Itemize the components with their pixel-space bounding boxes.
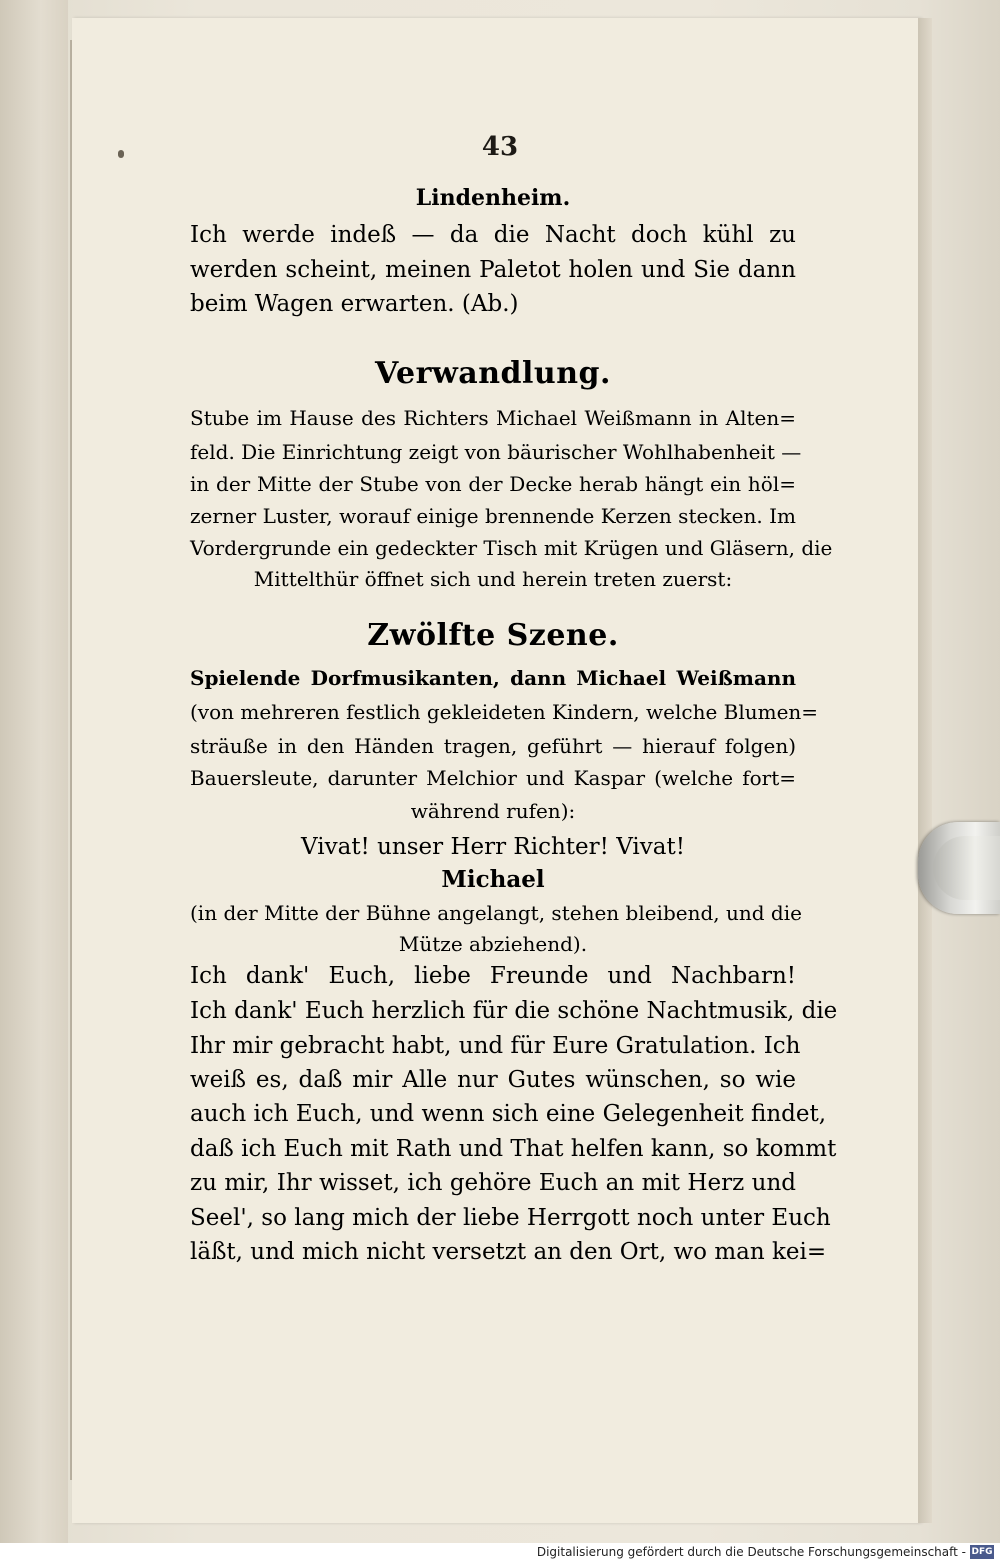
speech-line-3: Ihr mir gebracht habt, und für Eure Gratulation. Ich — [190, 1033, 801, 1059]
setting-line-6: Mittelthür öffnet sich und herein treten zuerst: — [253, 567, 733, 591]
speech-line-9: läßt, und mich nicht versetzt an den Ort, wo man kei= — [190, 1239, 827, 1265]
facing-page-edge — [0, 0, 68, 1563]
setting-line-2: feld. Die Einrichtung zeigt von bäurischer Wohlhabenheit — — [190, 440, 802, 464]
binding-mark — [118, 150, 124, 158]
setting-line-3: in der Mitte der Stube von der Decke herab hängt ein höl= — [190, 472, 796, 496]
lindenheim-line-2: werden scheint, meinen Paletot holen und Sie dann — [190, 257, 796, 283]
setting-line-1: Stube im Hause des Richters Michael Weißmann in Alten= — [190, 406, 796, 430]
speech-line-1: Ich dank' Euch, liebe Freunde und Nachbarn! — [190, 963, 796, 989]
digitization-credit: Digitalisierung gefördert durch die Deutsche Forschungsgemeinschaft - — [536, 1545, 966, 1559]
speech-line-5: auch ich Euch, und wenn sich eine Gelegenheit findet, — [190, 1101, 827, 1127]
dfg-logo: DFG — [971, 1547, 993, 1557]
lindenheim-line-1: Ich werde indeß — da die Nacht doch kühl zu — [190, 222, 796, 248]
verwandlung-heading: Verwandlung. — [375, 356, 611, 391]
speech-line-6: daß ich Euch mit Rath und That helfen kann, so kommt — [190, 1136, 837, 1162]
scene-heading: Zwölfte Szene. — [367, 618, 619, 653]
speech-line-2: Ich dank' Euch herzlich für die schöne Nachtmusik, die — [190, 998, 838, 1024]
cast-line-5: während rufen): — [410, 799, 576, 823]
speech-line-8: Seel', so lang mich der liebe Herrgott noch unter Euch — [190, 1205, 831, 1231]
stage-direction-line-1: (in der Mitte der Bühne angelangt, stehen bleibend, und die — [190, 901, 802, 925]
crowd-shout: Vivat! unser Herr Richter! Vivat! — [301, 834, 685, 860]
speaker-michael: Michael — [441, 866, 545, 893]
page-clip-highlight — [933, 836, 1000, 900]
speech-line-4: weiß es, daß mir Alle nur Gutes wünschen, so wie — [190, 1067, 796, 1093]
lindenheim-line-3: beim Wagen erwarten. (Ab.) — [190, 291, 519, 317]
speech-line-7: zu mir, Ihr wisset, ich gehöre Euch an mit Herz und — [190, 1170, 796, 1196]
cast-line-2: (von mehreren festlich gekleideten Kindern, welche Blumen= — [190, 700, 819, 724]
page-number: 43 — [481, 132, 519, 162]
speaker-lindenheim: Lindenheim. — [415, 185, 571, 211]
cast-line-1: Spielende Dorfmusikanten, dann Michael Weißmann — [190, 666, 796, 690]
cast-line-3: sträuße in den Händen tragen, geführt — hierauf folgen) — [190, 734, 796, 758]
setting-line-4: zerner Luster, worauf einige brennende Kerzen stecken. Im — [190, 504, 796, 528]
cast-line-4: Bauersleute, darunter Melchior und Kaspar (welche fort= — [190, 766, 796, 790]
page-edge-right — [918, 18, 932, 1523]
stage-direction-line-2: Mütze abziehend). — [398, 932, 588, 956]
setting-line-5: Vordergrunde ein gedeckter Tisch mit Krügen und Gläsern, die — [190, 536, 833, 560]
